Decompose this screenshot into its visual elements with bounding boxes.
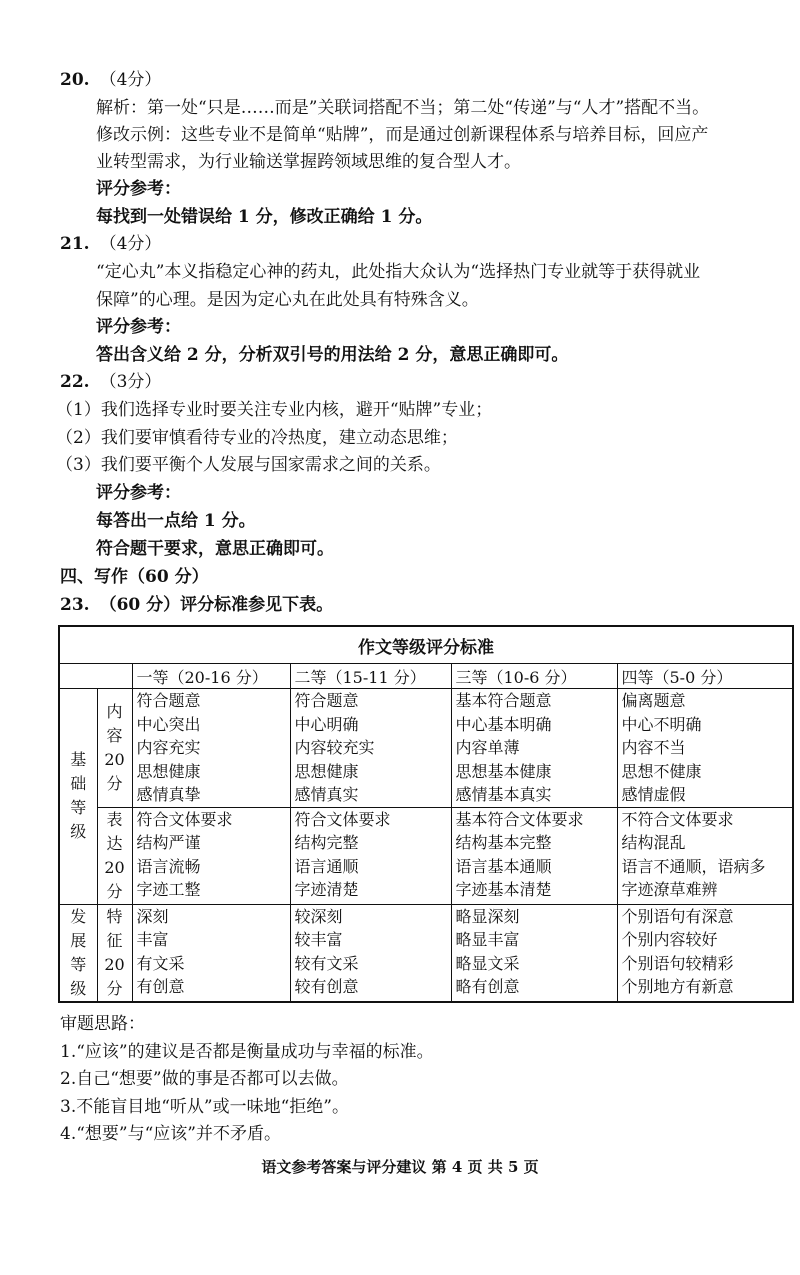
content-row (59, 689, 793, 808)
criterion: 略显深刻 (455, 906, 520, 926)
criterion: 略有创意 (455, 977, 520, 996)
content-level-3 (451, 689, 617, 808)
q20-header (60, 68, 161, 92)
criterion: 中心不明确 (621, 714, 702, 734)
criterion: 内容充实 (136, 738, 201, 757)
page-footer: 语文参考答案与评分建议 第 4 页 共 5 页 (261, 1158, 539, 1176)
expression-level-2 (290, 807, 451, 904)
expression-label (97, 807, 132, 904)
q22-item-2: （2）我们要审慎看待专业的冷热度，建立动态思维； (56, 428, 458, 448)
q21-ref-text: 答出含义给 2 分，分析双引号的用法给 2 分，意思正确即可。 (96, 345, 569, 365)
q21-score: （4分） (99, 234, 162, 254)
criterion: 结构严谨 (136, 833, 201, 852)
content-label-char: 容 (106, 725, 123, 745)
basic-label-char: 基 (70, 750, 87, 770)
feature-level-4 (617, 904, 793, 1002)
q23-text: （60 分）评分标准参见下表。 (99, 595, 334, 615)
basic-label-char: 础 (70, 774, 87, 794)
q21-header (60, 232, 161, 256)
criterion: 较有创意 (294, 977, 359, 996)
q20-ref-text: 每找到一处错误给 1 分，修改正确给 1 分。 (96, 207, 433, 227)
q22-score: （3分） (99, 372, 162, 392)
criterion: 思想不健康 (621, 761, 702, 781)
dev-label-char: 展 (70, 930, 87, 950)
criterion: 符合文体要求 (294, 809, 391, 829)
q23-header (60, 593, 333, 617)
feature-label-char: 特 (106, 906, 123, 926)
criterion: 感情虚假 (621, 785, 686, 804)
content-label-char: 20 (104, 749, 125, 769)
q22-number: 22. (60, 372, 90, 392)
criterion: 个别内容较好 (621, 930, 718, 949)
criterion: 语言通顺 (294, 856, 359, 876)
basic-level-label (59, 689, 97, 905)
criterion: 字迹清楚 (294, 880, 359, 899)
feature-label-char: 20 (104, 954, 125, 974)
approach-title: 审题思路： (60, 1014, 145, 1034)
criterion: 略显丰富 (455, 930, 520, 949)
criterion: 感情基本真实 (455, 785, 552, 804)
criterion: 字迹潦草难辨 (621, 880, 718, 899)
criterion: 中心突出 (136, 714, 201, 734)
criterion: 内容不当 (621, 738, 686, 757)
criterion: 基本符合题意 (455, 691, 552, 710)
criterion: 较有文采 (294, 953, 359, 973)
level-3-header: 三等（10-6 分） (451, 664, 617, 689)
basic-label-char: 等 (70, 798, 87, 818)
criterion: 丰富 (136, 930, 169, 949)
criterion: 符合题意 (136, 691, 201, 710)
expression-level-1 (132, 807, 290, 904)
feature-label-char: 分 (106, 978, 123, 998)
criterion: 字迹工整 (136, 880, 201, 899)
criterion: 有文采 (136, 953, 185, 973)
feature-label (97, 904, 132, 1002)
q20-example-line2: 业转型需求，为行业输送掌握跨领域思维的复合型人才。 (96, 152, 521, 172)
level-1-header: 一等（20-16 分） (132, 664, 290, 689)
q23-number: 23. (60, 595, 90, 615)
criterion: 思想健康 (136, 761, 201, 781)
expression-level-3 (451, 807, 617, 904)
criterion: 内容单薄 (455, 738, 520, 757)
criterion: 个别语句有深意 (621, 906, 734, 926)
criterion: 字迹基本清楚 (455, 880, 552, 899)
criterion: 个别地方有新意 (621, 977, 734, 996)
dev-label-char: 级 (70, 978, 87, 998)
dev-label-char: 发 (70, 906, 87, 926)
q22-ref-text2: 符合题干要求，意思正确即可。 (96, 539, 334, 559)
criterion: 个别语句较精彩 (621, 953, 734, 973)
q20-number: 20. (60, 70, 90, 90)
level-header-row (59, 664, 793, 689)
criterion: 感情真挚 (136, 785, 201, 804)
criterion: 符合题意 (294, 691, 359, 710)
feature-level-1 (132, 904, 290, 1002)
level-2-header: 二等（15-11 分） (290, 664, 451, 689)
content-level-2 (290, 689, 451, 808)
criterion: 较丰富 (294, 930, 343, 949)
criterion: 思想健康 (294, 761, 359, 781)
q21-number: 21. (60, 234, 90, 254)
criterion: 中心基本明确 (455, 714, 552, 734)
criterion: 基本符合文体要求 (455, 809, 584, 829)
expression-label-char: 达 (106, 833, 123, 853)
q22-item-1: （1）我们选择专业时要关注专业内核，避开“贴牌”专业； (56, 400, 493, 420)
q20-example-line1: 修改示例：这些专业不是简单“贴牌”，而是通过创新课程体系与培养目标，回应产 (96, 125, 709, 145)
q20-analysis: 解析：第一处“只是……而是”关联词搭配不当；第二处“传递”与“人才”搭配不当。 (96, 98, 710, 118)
criterion: 语言基本通顺 (455, 856, 552, 876)
criterion: 略显文采 (455, 953, 520, 973)
q21-ref-label: 评分参考： (96, 317, 181, 337)
section-writing-title: 四、写作（60 分） (60, 567, 209, 587)
criterion: 思想基本健康 (455, 761, 552, 781)
q21-line2: 保障”的心理。是因为定心丸在此处具有特殊含义。 (96, 290, 479, 310)
expression-label-char: 表 (106, 809, 123, 829)
q22-ref-label: 评分参考： (96, 483, 181, 503)
criterion: 结构完整 (294, 833, 359, 852)
criterion: 语言不通顺，语病多 (621, 856, 766, 876)
approach-item-4: 4.“想要”与“应该”并不矛盾。 (60, 1124, 281, 1144)
criterion: 语言流畅 (136, 856, 201, 876)
level-4-header: 四等（5-0 分） (617, 664, 793, 689)
criterion: 感情真实 (294, 785, 359, 804)
level-header-blank (59, 664, 132, 689)
content-level-1 (132, 689, 290, 808)
content-label-char: 内 (106, 701, 123, 721)
expression-label-char: 分 (106, 881, 123, 901)
q22-item-3: （3）我们要平衡个人发展与国家需求之间的关系。 (56, 455, 441, 475)
feature-level-2 (290, 904, 451, 1002)
feature-label-char: 征 (106, 930, 123, 950)
content-label-char: 分 (106, 773, 123, 793)
approach-item-1: 1.“应该”的建议是否都是衡量成功与幸福的标准。 (60, 1042, 434, 1062)
dev-label-char: 等 (70, 954, 87, 974)
q20-ref-label: 评分参考： (96, 179, 181, 199)
development-level-label (59, 904, 97, 1002)
q20-score: （4分） (99, 70, 162, 90)
criterion: 内容较充实 (294, 738, 375, 757)
criterion: 有创意 (136, 977, 185, 996)
content-label (97, 689, 132, 808)
criterion: 结构基本完整 (455, 833, 552, 852)
feature-row (59, 904, 793, 1002)
criterion: 较深刻 (294, 906, 343, 926)
basic-label-char: 级 (70, 822, 87, 842)
criterion: 偏离题意 (621, 691, 686, 710)
approach-item-3: 3.不能盲目地“听从”或一味地“拒绝”。 (60, 1097, 349, 1117)
criterion: 深刻 (136, 906, 169, 926)
expression-row (59, 807, 793, 904)
criterion: 不符合文体要求 (621, 809, 734, 829)
criterion: 符合文体要求 (136, 809, 233, 829)
table-caption: 作文等级评分标准 (59, 626, 793, 664)
criterion: 结构混乱 (621, 833, 686, 852)
q22-ref-text1: 每答出一点给 1 分。 (96, 511, 256, 531)
expression-label-char: 20 (104, 857, 125, 877)
q21-line1: “定心丸”本义指稳定心神的药丸，此处指大众认为“选择热门专业就等于获得就业 (96, 262, 701, 282)
q22-header (60, 370, 161, 394)
essay-grading-table (58, 625, 794, 1003)
expression-level-4 (617, 807, 793, 904)
content-level-4 (617, 689, 793, 808)
feature-level-3 (451, 904, 617, 1002)
criterion: 中心明确 (294, 714, 359, 734)
approach-item-2: 2.自己“想要”做的事是否都可以去做。 (60, 1069, 349, 1089)
